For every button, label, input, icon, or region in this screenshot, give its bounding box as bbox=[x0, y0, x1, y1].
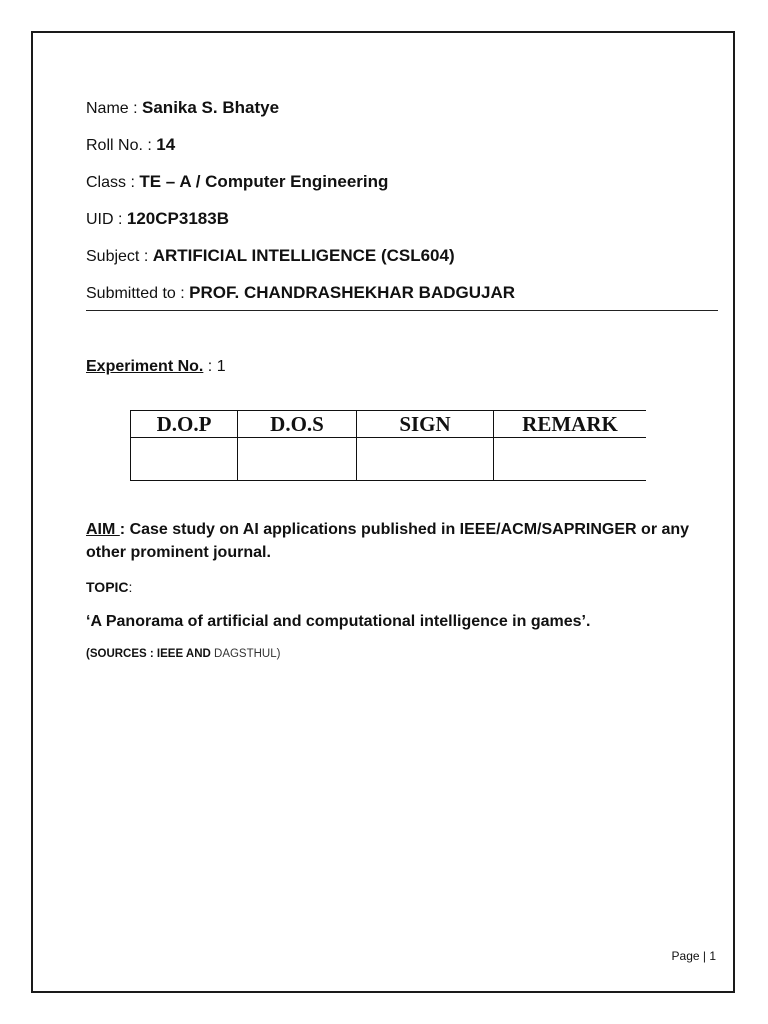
topic-title: ‘A Panorama of artificial and computational intelligence in games’. bbox=[86, 613, 591, 630]
subject-field bbox=[86, 246, 455, 267]
experiment-number bbox=[86, 357, 226, 377]
submitted-to-field bbox=[86, 283, 515, 304]
record-table-header-row bbox=[131, 411, 647, 438]
roll-value: 14 bbox=[156, 135, 176, 154]
uid-value: 120CP3183B bbox=[126, 209, 229, 228]
record-header-sign: SIGN bbox=[357, 411, 494, 438]
record-table-row bbox=[131, 438, 647, 481]
subject-label: Subject : bbox=[86, 248, 153, 265]
topic-colon: : bbox=[128, 579, 133, 595]
record-table bbox=[130, 410, 646, 481]
class-label: Class : bbox=[86, 174, 140, 191]
sources-line bbox=[86, 646, 280, 662]
record-header-dop: D.O.P bbox=[131, 411, 238, 438]
aim-block bbox=[86, 518, 726, 564]
sources-prefix: (SOURCES : IEEE AND bbox=[86, 648, 215, 660]
uid-label: UID : bbox=[86, 211, 127, 228]
record-header-dos: D.O.S bbox=[238, 411, 357, 438]
record-cell-dos bbox=[238, 438, 357, 481]
submitted-to-label: Submitted to : bbox=[86, 285, 190, 302]
name-label: Name : bbox=[86, 100, 143, 117]
roll-field bbox=[86, 135, 175, 156]
record-header-remark: REMARK bbox=[494, 411, 647, 438]
record-cell-sign bbox=[357, 438, 494, 481]
roll-label: Roll No. : bbox=[86, 137, 157, 154]
name-value: Sanika S. Bhatye bbox=[142, 98, 280, 117]
experiment-value: 1 bbox=[216, 358, 226, 375]
record-cell-dop bbox=[131, 438, 238, 481]
experiment-label: Experiment No. bbox=[86, 358, 204, 375]
class-value: TE – A / Computer Engineering bbox=[139, 172, 389, 191]
uid-field bbox=[86, 209, 229, 230]
sources-second: DAGSTHUL) bbox=[214, 648, 281, 660]
submitted-to-value: PROF. CHANDRASHEKHAR BADGUJAR bbox=[189, 283, 516, 302]
aim-label: AIM bbox=[86, 521, 120, 538]
aim-text: Case study on AI applications published in IEEE/ACM/SAPRINGER or any other prominent journal. bbox=[86, 521, 690, 561]
topic-label: TOPIC bbox=[86, 579, 129, 595]
header-divider bbox=[86, 310, 718, 311]
experiment-separator: : bbox=[203, 358, 217, 375]
record-cell-remark bbox=[494, 438, 647, 481]
aim-separator: : bbox=[119, 521, 130, 538]
topic-heading bbox=[86, 578, 132, 596]
page-number: Page | 1 bbox=[671, 949, 716, 963]
name-field bbox=[86, 98, 279, 119]
class-field bbox=[86, 172, 388, 193]
subject-value: ARTIFICIAL INTELLIGENCE (CSL604) bbox=[152, 246, 455, 265]
